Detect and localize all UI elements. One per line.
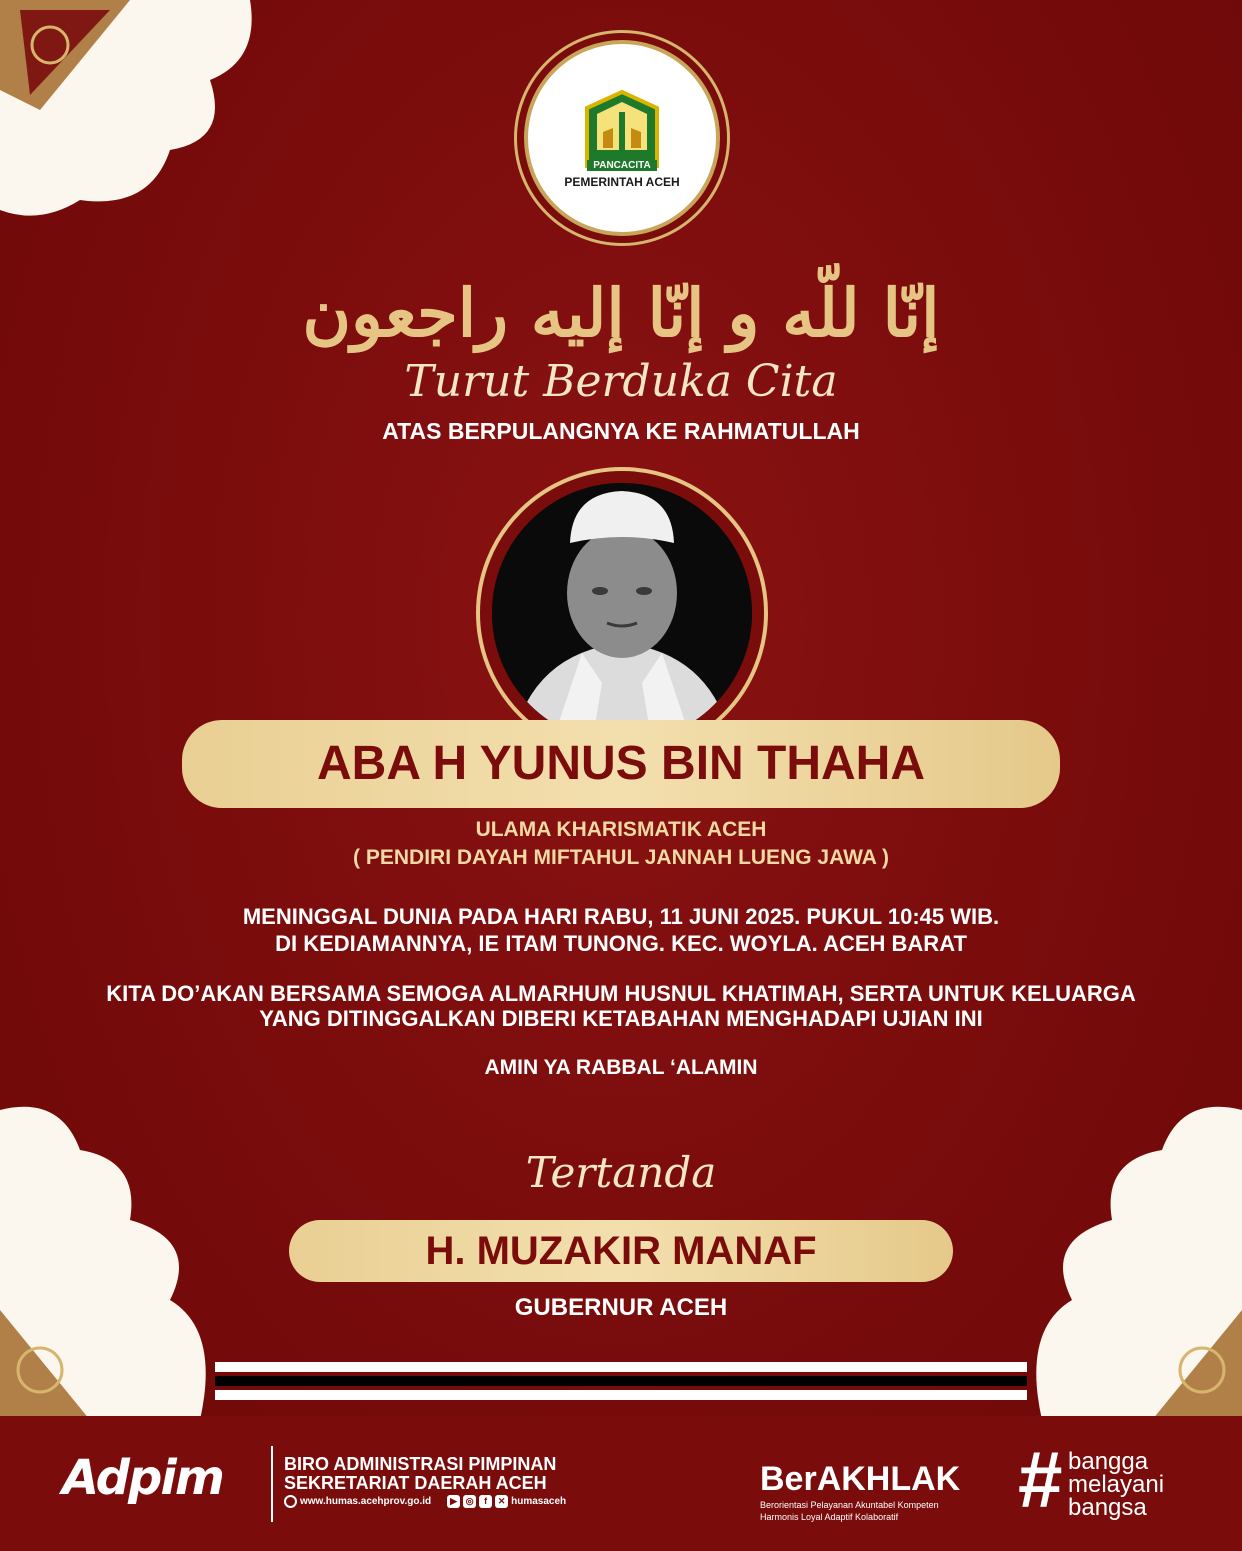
facebook-icon: f [479,1495,492,1508]
biro-line-2: SEKRETARIAT DAERAH ACEH [284,1473,547,1493]
biro-line-1: BIRO ADMINISTRASI PIMPINAN [284,1454,557,1474]
signatory-position: GUBERNUR ACEH [514,1294,728,1321]
corner-ornament-top-left [0,0,260,220]
subheading: ATAS BERPULANGNYA KE RAHMATULLAH [382,418,860,444]
signature-script-label: Tertanda [525,1148,717,1197]
footer-divider [271,1446,273,1522]
signatory-name: H. MUZAKIR MANAF [289,1220,953,1282]
berakhlak-tagline-1: Berorientasi Pelayanan Akuntabel Kompeten [760,1500,939,1510]
adpim-logo: Adpim [62,1450,223,1506]
hashtag-line-2: melayani [1068,1471,1165,1498]
youtube-icon: ▶ [447,1495,460,1508]
deceased-portrait [492,483,752,743]
death-info-line-1: MENINGGAL DUNIA PADA HARI RABU, 11 JUNI 2025. PUKUL 10:45 WIB. [242,904,1000,929]
hashtag-line-3: bangsa [1068,1494,1147,1521]
aceh-flag-stripes [215,1362,1027,1410]
death-info-line-2: DI KEDIAMANNYA, IE ITAM TUNONG. KEC. WOYLA. ACEH BARAT [275,931,967,956]
social-handle: humasaceh [511,1496,567,1507]
berakhlak-logo: BerAKHLAK [760,1460,961,1498]
berakhlak-tagline-2: Harmonis Loyal Adaptif Kolaboratif [760,1512,899,1522]
footer-contacts [284,1495,566,1508]
script-heading: Turut Berduka Cita [404,356,838,407]
pemerintah-aceh-logo [514,30,730,246]
deceased-photo-frame [476,467,768,759]
prayer-line-1: KITA DO’AKAN BERSAMA SEMOGA ALMARHUM HUSNUL KHATIMAH, SERTA UNTUK KELUARGA [106,981,1136,1006]
instagram-icon: ◎ [463,1495,476,1508]
prayer-line-2: YANG DITINGGALKAN DIBERI KETABAHAN MENGHADAPI UJIAN INI [259,1006,983,1031]
amin-line: AMIN YA RABBAL ‘ALAMIN [484,1056,758,1079]
deceased-title: ULAMA KHARISMATIK ACEH [475,818,767,841]
deceased-subtitle: ( PENDIRI DAYAH MIFTAHUL JANNAH LUENG JAWA ) [353,846,889,869]
globe-icon [284,1495,297,1508]
hashtag-icon: # [1018,1435,1063,1524]
x-icon: ✕ [495,1495,508,1508]
logo-caption-bottom: PEMERINTAH ACEH [564,174,680,189]
website-text: www.humas.acehprov.go.id [300,1496,432,1507]
logo-caption-top: PANCACITA [587,160,656,171]
deceased-name: ABA H YUNUS BIN THAHA [182,720,1060,808]
arabic-istirja: إنّا للّه و إنّا إليه راجعون [302,274,940,352]
hashtag-line-1: bangga [1068,1448,1149,1475]
